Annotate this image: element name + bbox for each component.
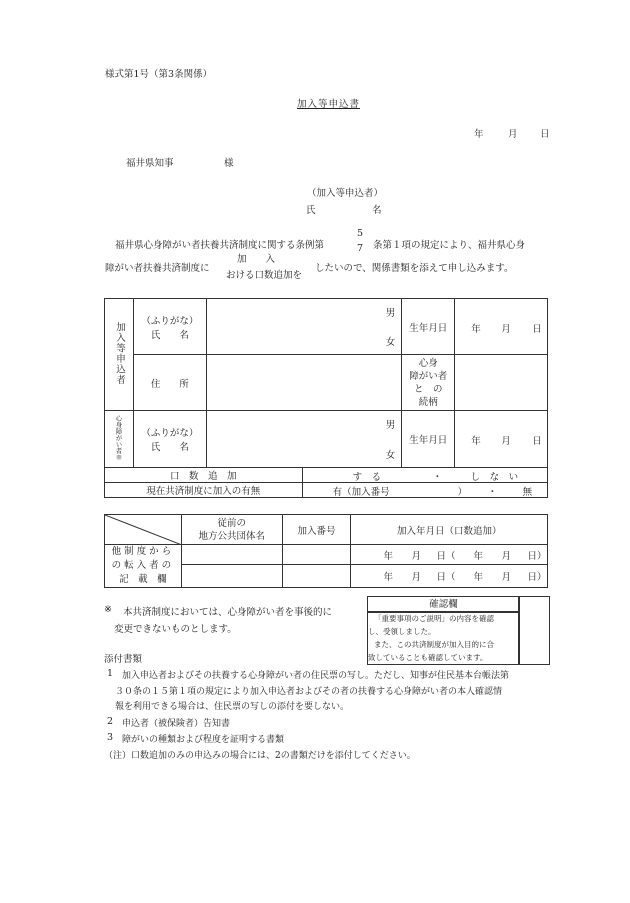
birth-day: 日 xyxy=(532,324,542,335)
attachments-title: 添付書類 xyxy=(104,654,143,665)
confirm-line-1: 「重要事項のご説明」の内容を確認 xyxy=(374,614,494,623)
attachments-remark: （注）口数追加のみの申込みの場合には、2の書類だけを添付してください。 xyxy=(104,751,416,761)
address-label: 住 所 xyxy=(133,355,206,411)
diagonal-line xyxy=(105,515,182,545)
attachment-2-num: 2 xyxy=(107,716,114,727)
body-line1a: 福井県心身障がい者扶養共済制度に関する条例第 xyxy=(115,240,325,251)
join-date-field-1[interactable] xyxy=(351,545,548,565)
current-yes[interactable]: 有（加入番号 xyxy=(332,487,390,498)
note-line-1: 本共済制度においては、心身障がい者を事後的に xyxy=(123,607,333,618)
prev-org-header xyxy=(181,515,282,545)
applicant-section xyxy=(105,299,134,411)
transfer-label-cell xyxy=(105,545,182,588)
row2-year: 年 xyxy=(383,572,393,584)
date-day: 日 xyxy=(540,129,550,140)
join-date-header: 加入年月日（口数追加） xyxy=(351,515,548,545)
attachment-1-line-2: ３０条の１５第１項の規定により加入申込者およびその者の扶養する心身障がい者の本人確認情 xyxy=(115,687,503,697)
units-yes[interactable]: す る xyxy=(352,472,382,483)
disabled-female-option[interactable]: 女 xyxy=(385,450,396,461)
confirm-line-2: し、受領しました。 xyxy=(368,627,436,636)
applicant-label: （加入等申込者） xyxy=(307,188,384,199)
body-frac-top: 5 xyxy=(357,228,364,239)
diagonal-cell xyxy=(105,515,182,545)
birth-label: 生年月日 xyxy=(402,299,455,355)
member-no-field-1[interactable] xyxy=(282,545,351,565)
applicant-section-label: 加入等申込者 xyxy=(113,321,125,385)
transfer-line-3: 記 載 欄 xyxy=(119,574,167,585)
relation-line-4: 続柄 xyxy=(418,396,438,408)
current-options xyxy=(302,483,547,498)
prev-org-line-2: 地方公共団体名 xyxy=(198,530,265,542)
transfer-line-2: の転入者の xyxy=(111,560,175,571)
units-dot: ・ xyxy=(432,472,443,483)
member-no-field-2[interactable] xyxy=(282,565,351,588)
disabled-birth-day: 日 xyxy=(532,436,542,447)
disabled-furigana-label: （ふりがな） xyxy=(141,428,199,439)
row2-year2: 年 xyxy=(473,572,483,584)
relation-line-3: と の xyxy=(413,383,443,395)
prev-org-line-1: 従前の xyxy=(217,517,246,529)
units-options xyxy=(302,468,547,483)
applicant-birth-field[interactable] xyxy=(455,299,548,355)
disabled-furigana-name-cell xyxy=(133,411,206,468)
prev-org-field-1[interactable] xyxy=(181,545,282,565)
birth-year: 年 xyxy=(471,324,481,335)
join-date-field-2[interactable] xyxy=(351,565,548,588)
disabled-section xyxy=(105,411,134,468)
body-option-top: 加 入 xyxy=(237,254,276,265)
current-no[interactable]: 無 xyxy=(522,487,533,498)
relation-line-2: 障がい者 xyxy=(409,370,448,382)
row1-month2: 月 xyxy=(501,551,511,562)
confirm-line-4: 致していることも確認しています。 xyxy=(368,653,488,662)
form-number: 様式第1号（第3条関係） xyxy=(105,69,213,80)
furigana-label: （ふりがな） xyxy=(141,315,199,327)
note-mark: ※ xyxy=(104,604,112,615)
current-dot: ・ xyxy=(487,487,498,498)
disabled-birth-label: 生年月日 xyxy=(402,411,455,468)
address-field[interactable] xyxy=(206,355,401,411)
addressee-governor: 福井県知事 xyxy=(126,158,174,169)
confirm-line-3: また、この共済制度が加入目的に合 xyxy=(374,640,494,649)
disabled-birth-year: 年 xyxy=(471,436,481,447)
member-no-header: 加入番号 xyxy=(282,515,351,545)
date-year: 年 xyxy=(474,129,484,140)
birth-month: 月 xyxy=(501,324,511,335)
addressee-honorific: 様 xyxy=(224,158,234,169)
attachment-1-num: 1 xyxy=(107,668,114,679)
row2-day2: 日） xyxy=(527,572,547,584)
disabled-male-option[interactable]: 男 xyxy=(385,420,396,431)
transfer-line-1: 他制度から xyxy=(111,546,175,557)
page-title: 加入等申込書 xyxy=(297,99,361,110)
body-line2b: したいので、関係書類を添えて申し込みます。 xyxy=(315,263,514,274)
name-label: 氏 名 xyxy=(150,329,189,341)
attachment-3: 障がいの種類および程度を証明する書類 xyxy=(122,735,285,745)
furigana-name-cell xyxy=(133,299,206,355)
disabled-section-label: 心身障がい者※ xyxy=(114,414,123,461)
current-close: ） xyxy=(457,487,468,498)
confirm-title: 確認欄 xyxy=(367,596,520,613)
male-option[interactable]: 男 xyxy=(385,308,396,319)
row1-day: 日（ xyxy=(436,551,456,562)
body-option-bottom: おける口数追加を xyxy=(226,270,303,281)
disabled-birth-month: 月 xyxy=(501,436,511,447)
row2-month2: 月 xyxy=(501,572,511,584)
note-line-2: 変更できないものとします。 xyxy=(114,624,237,635)
attachment-3-num: 3 xyxy=(107,732,114,743)
relation-cell xyxy=(402,355,455,411)
disabled-name-label: 氏 名 xyxy=(150,442,189,453)
current-label: 現在共済制度に加入の有無 xyxy=(105,483,303,498)
row1-year2: 年 xyxy=(473,551,483,562)
disabled-birth-field[interactable] xyxy=(455,411,548,468)
female-option[interactable]: 女 xyxy=(385,337,396,348)
transfer-table xyxy=(104,514,548,588)
row1-month: 月 xyxy=(411,551,421,562)
body-line2a: 障がい者扶養共済制度に xyxy=(105,263,210,274)
row2-month: 月 xyxy=(411,572,421,584)
attachment-2: 申込者（被保険者）告知書 xyxy=(122,719,231,729)
applicant-name-field[interactable] xyxy=(206,299,401,355)
units-label: 口 数 追 加 xyxy=(105,468,303,483)
disabled-name-field[interactable] xyxy=(206,411,401,468)
confirm-stamp-area[interactable] xyxy=(518,596,550,665)
row2-day: 日（ xyxy=(436,572,456,584)
relation-field[interactable] xyxy=(455,355,548,411)
application-table xyxy=(104,298,548,498)
body-line1b: 条第１項の規定により、福井県心身 xyxy=(373,240,526,251)
prev-org-field-2[interactable] xyxy=(181,565,282,588)
row1-year: 年 xyxy=(383,551,393,562)
applicant-name-1: 氏 xyxy=(306,205,316,216)
confirm-text-box xyxy=(367,611,520,665)
date-month: 月 xyxy=(508,129,518,140)
attachment-1-line-1: 加入申込者およびその扶養する心身障がい者の住民票の写し。ただし、知事が住民基本台帳法第 xyxy=(122,671,510,681)
attachment-1-line-3: 報を利用できる場合は、住民票の写しの添付を要しない。 xyxy=(115,702,350,712)
units-no[interactable]: し な い xyxy=(470,472,519,483)
row1-day2: 日） xyxy=(527,551,547,562)
relation-line-1: 心身 xyxy=(418,357,438,369)
applicant-name-2: 名 xyxy=(372,205,382,216)
body-frac-bottom: 7 xyxy=(357,243,364,254)
